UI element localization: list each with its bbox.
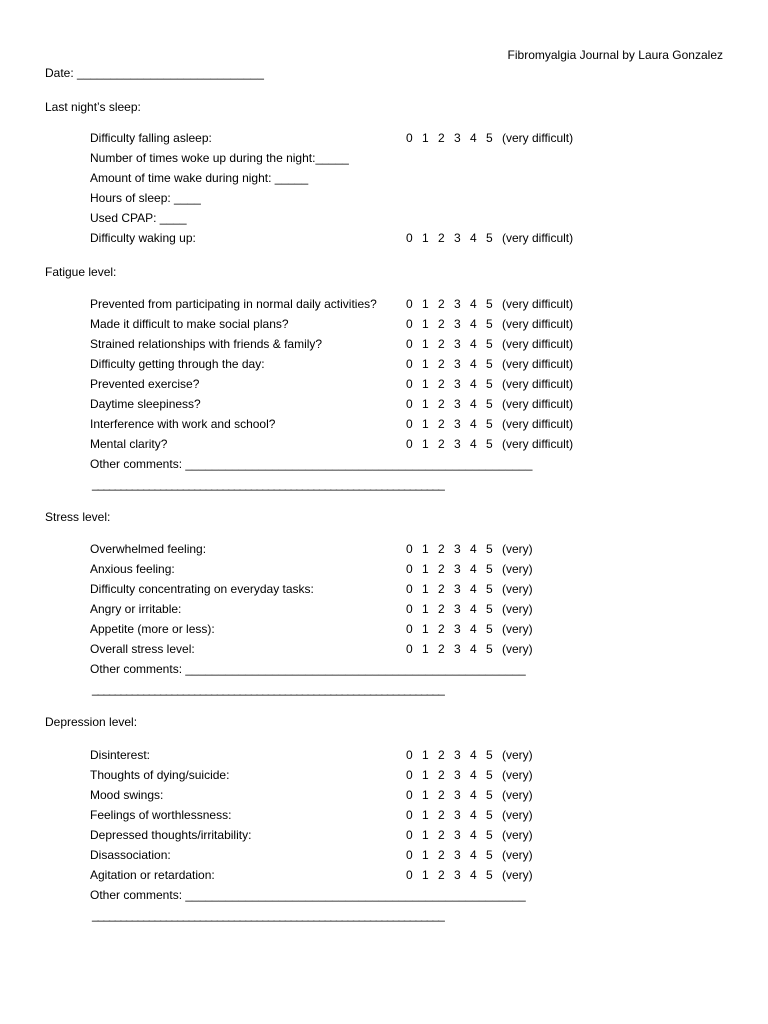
question-label: Thoughts of dying/suicide: [90, 768, 230, 782]
fatigue-comments-label: Other comments: ____________________________________________________ [90, 457, 533, 471]
rating-option[interactable]: 0 [406, 542, 413, 556]
rating-option[interactable]: 3 [454, 808, 461, 822]
rating-option[interactable]: 4 [470, 542, 477, 556]
rating-option[interactable]: 2 [438, 562, 445, 576]
rating-option[interactable]: 3 [454, 377, 461, 391]
rating-option[interactable]: 1 [422, 317, 429, 331]
depression-question-row [90, 748, 590, 766]
rating-option[interactable]: 3 [454, 868, 461, 882]
question-label: Difficulty falling asleep: [90, 131, 212, 145]
rating-option[interactable]: 4 [470, 748, 477, 762]
question-label: Appetite (more or less): [90, 622, 215, 636]
rating-option[interactable]: 4 [470, 582, 477, 596]
rating-option[interactable]: 4 [470, 397, 477, 411]
rating-option[interactable]: 5 [486, 808, 493, 822]
rating-option[interactable]: 0 [406, 622, 413, 636]
question-label: Depressed thoughts/irritability: [90, 828, 252, 842]
rating-option[interactable]: 5 [486, 417, 493, 431]
depression-comments-line[interactable]: ______________________________________________________________ [92, 908, 444, 922]
question-label: Interference with work and school? [90, 417, 276, 431]
rating-option[interactable]: 2 [438, 337, 445, 351]
rating-option[interactable]: 1 [422, 337, 429, 351]
question-label: Mental clarity? [90, 437, 168, 451]
rating-option[interactable]: 1 [422, 231, 429, 245]
rating-scale [406, 131, 573, 145]
fatigue-comments-field[interactable] [90, 457, 590, 475]
rating-scale-suffix: (very difficult) [502, 131, 574, 145]
rating-option[interactable]: 4 [470, 562, 477, 576]
sleep-question-row [90, 171, 590, 189]
rating-option[interactable]: 3 [454, 337, 461, 351]
rating-option[interactable]: 1 [422, 748, 429, 762]
rating-option[interactable]: 2 [438, 297, 445, 311]
rating-option[interactable]: 1 [422, 602, 429, 616]
rating-option[interactable]: 3 [454, 317, 461, 331]
rating-option[interactable]: 5 [486, 131, 493, 145]
rating-option[interactable]: 2 [438, 397, 445, 411]
rating-option[interactable]: 4 [470, 437, 477, 451]
rating-option[interactable]: 3 [454, 417, 461, 431]
rating-option[interactable]: 1 [422, 562, 429, 576]
rating-option[interactable]: 4 [470, 317, 477, 331]
stress-question-row [90, 562, 590, 580]
rating-option[interactable]: 5 [486, 357, 493, 371]
rating-scale-suffix: (very difficult) [502, 417, 574, 431]
rating-scale [406, 562, 533, 576]
fatigue-question-row [90, 377, 590, 395]
rating-scale-suffix: (very) [502, 622, 533, 636]
rating-option[interactable]: 2 [438, 357, 445, 371]
question-label: Difficulty concentrating on everyday tasks: [90, 582, 314, 596]
rating-option[interactable]: 4 [470, 377, 477, 391]
rating-option[interactable]: 1 [422, 542, 429, 556]
rating-option[interactable]: 5 [486, 297, 493, 311]
rating-option[interactable]: 1 [422, 397, 429, 411]
rating-scale [406, 808, 533, 822]
rating-option[interactable]: 0 [406, 417, 413, 431]
rating-option[interactable]: 3 [454, 437, 461, 451]
rating-option[interactable]: 3 [454, 542, 461, 556]
rating-option[interactable]: 1 [422, 437, 429, 451]
rating-scale [406, 437, 573, 451]
rating-scale-suffix: (very) [502, 562, 533, 576]
rating-option[interactable]: 3 [454, 768, 461, 782]
question-label: Strained relationships with friends & family? [90, 337, 323, 351]
rating-option[interactable]: 2 [438, 788, 445, 802]
rating-option[interactable]: 3 [454, 602, 461, 616]
question-label: Overall stress level: [90, 642, 195, 656]
rating-option[interactable]: 2 [438, 317, 445, 331]
rating-option[interactable]: 5 [486, 602, 493, 616]
rating-scale [406, 642, 533, 656]
rating-option[interactable]: 3 [454, 357, 461, 371]
rating-option[interactable]: 1 [422, 582, 429, 596]
rating-option[interactable]: 0 [406, 337, 413, 351]
rating-scale-suffix: (very) [502, 642, 533, 656]
rating-option[interactable]: 5 [486, 848, 493, 862]
sleep-question-row [90, 211, 590, 229]
rating-option[interactable]: 4 [470, 808, 477, 822]
rating-scale [406, 582, 533, 596]
depression-question-row [90, 828, 590, 846]
rating-option[interactable]: 5 [486, 868, 493, 882]
rating-option[interactable]: 5 [486, 788, 493, 802]
question-label: Feelings of worthlessness: [90, 808, 232, 822]
question-label: Overwhelmed feeling: [90, 542, 207, 556]
rating-option[interactable]: 2 [438, 582, 445, 596]
question-label: Made it difficult to make social plans? [90, 317, 289, 331]
rating-option[interactable]: 3 [454, 397, 461, 411]
rating-option[interactable]: 3 [454, 131, 461, 145]
rating-option[interactable]: 1 [422, 868, 429, 882]
rating-option[interactable]: 2 [438, 642, 445, 656]
question-label: Angry or irritable: [90, 602, 182, 616]
rating-option[interactable]: 0 [406, 788, 413, 802]
fatigue-question-row [90, 297, 590, 315]
depression-comments-label: Other comments: ___________________________________________________ [90, 888, 526, 902]
rating-scale-suffix: (very) [502, 828, 533, 842]
depression-comments-field[interactable] [90, 888, 590, 906]
fatigue-question-row [90, 417, 590, 435]
rating-option[interactable]: 0 [406, 562, 413, 576]
rating-option[interactable]: 0 [406, 868, 413, 882]
rating-option[interactable]: 2 [438, 377, 445, 391]
rating-scale-suffix: (very) [502, 808, 533, 822]
rating-scale [406, 542, 533, 556]
rating-option[interactable]: 2 [438, 131, 445, 145]
rating-option[interactable]: 0 [406, 808, 413, 822]
rating-option[interactable]: 5 [486, 562, 493, 576]
stress-heading: Stress level: [45, 510, 111, 524]
rating-scale-suffix: (very difficult) [502, 317, 574, 331]
sleep-question-row [90, 131, 590, 149]
rating-scale-suffix: (very) [502, 768, 533, 782]
question-label: Number of times woke up during the night:_____ [90, 151, 349, 165]
question-label: Daytime sleepiness? [90, 397, 201, 411]
rating-option[interactable]: 4 [470, 848, 477, 862]
rating-scale [406, 828, 533, 842]
rating-option[interactable]: 4 [470, 231, 477, 245]
rating-option[interactable]: 2 [438, 542, 445, 556]
rating-option[interactable]: 1 [422, 622, 429, 636]
stress-question-row [90, 642, 590, 660]
rating-option[interactable]: 1 [422, 357, 429, 371]
rating-scale-suffix: (very) [502, 582, 533, 596]
rating-scale [406, 397, 573, 411]
question-label: Used CPAP: ____ [90, 211, 187, 225]
question-label: Difficulty waking up: [90, 231, 196, 245]
stress-question-row [90, 602, 590, 620]
rating-option[interactable]: 0 [406, 397, 413, 411]
rating-option[interactable]: 5 [486, 377, 493, 391]
question-label: Disinterest: [90, 748, 151, 762]
sleep-question-row [90, 231, 590, 249]
rating-scale [406, 417, 573, 431]
rating-option[interactable]: 3 [454, 622, 461, 636]
rating-option[interactable]: 0 [406, 317, 413, 331]
rating-option[interactable]: 3 [454, 788, 461, 802]
rating-option[interactable]: 4 [470, 131, 477, 145]
rating-option[interactable]: 2 [438, 622, 445, 636]
rating-option[interactable]: 2 [438, 437, 445, 451]
rating-scale [406, 868, 533, 882]
fatigue-comments-line[interactable]: ______________________________________________________________ [92, 477, 444, 491]
fatigue-question-row [90, 337, 590, 355]
rating-option[interactable]: 0 [406, 582, 413, 596]
rating-scale [406, 768, 533, 782]
rating-scale [406, 748, 533, 762]
rating-scale [406, 848, 533, 862]
rating-option[interactable]: 0 [406, 131, 413, 145]
question-label: Anxious feeling: [90, 562, 175, 576]
stress-question-row [90, 542, 590, 560]
rating-option[interactable]: 3 [454, 582, 461, 596]
fatigue-heading: Fatigue level: [45, 265, 117, 279]
rating-option[interactable]: 2 [438, 602, 445, 616]
rating-option[interactable]: 2 [438, 808, 445, 822]
rating-option[interactable]: 5 [486, 748, 493, 762]
rating-option[interactable]: 4 [470, 337, 477, 351]
question-label: Mood swings: [90, 788, 164, 802]
rating-option[interactable]: 1 [422, 788, 429, 802]
question-label: Amount of time wake during night: _____ [90, 171, 309, 185]
rating-scale [406, 622, 533, 636]
stress-question-row [90, 582, 590, 600]
rating-option[interactable]: 1 [422, 808, 429, 822]
rating-scale-suffix: (very difficult) [502, 397, 574, 411]
sleep-question-row [90, 191, 590, 209]
stress-comments-line[interactable]: ______________________________________________________________ [92, 682, 444, 696]
question-label: Difficulty getting through the day: [90, 357, 265, 371]
rating-scale [406, 231, 573, 245]
rating-option[interactable]: 3 [454, 642, 461, 656]
rating-scale-suffix: (very difficult) [502, 231, 574, 245]
rating-scale [406, 788, 533, 802]
rating-scale-suffix: (very) [502, 848, 533, 862]
rating-option[interactable]: 2 [438, 231, 445, 245]
rating-option[interactable]: 5 [486, 828, 493, 842]
rating-scale [406, 337, 573, 351]
rating-option[interactable]: 2 [438, 828, 445, 842]
rating-option[interactable]: 5 [486, 231, 493, 245]
rating-scale-suffix: (very difficult) [502, 437, 574, 451]
rating-scale [406, 602, 533, 616]
rating-option[interactable]: 5 [486, 622, 493, 636]
question-label: Hours of sleep: ____ [90, 191, 201, 205]
rating-option[interactable]: 2 [438, 417, 445, 431]
rating-option[interactable]: 1 [422, 377, 429, 391]
rating-option[interactable]: 5 [486, 642, 493, 656]
rating-scale [406, 297, 573, 311]
rating-scale-suffix: (very) [502, 788, 533, 802]
rating-option[interactable]: 4 [470, 768, 477, 782]
rating-scale-suffix: (very difficult) [502, 357, 574, 371]
question-label: Prevented exercise? [90, 377, 200, 391]
rating-scale-suffix: (very difficult) [502, 297, 574, 311]
depression-question-row [90, 768, 590, 786]
question-label: Prevented from participating in normal daily activities? [90, 297, 377, 311]
rating-scale-suffix: (very difficult) [502, 377, 574, 391]
rating-option[interactable]: 2 [438, 768, 445, 782]
rating-option[interactable]: 3 [454, 848, 461, 862]
rating-option[interactable]: 1 [422, 417, 429, 431]
rating-option[interactable]: 5 [486, 337, 493, 351]
rating-option[interactable]: 3 [454, 297, 461, 311]
depression-heading: Depression level: [45, 715, 138, 729]
rating-option[interactable]: 4 [470, 622, 477, 636]
rating-option[interactable]: 1 [422, 297, 429, 311]
rating-option[interactable]: 3 [454, 748, 461, 762]
rating-option[interactable]: 1 [422, 828, 429, 842]
rating-option[interactable]: 2 [438, 868, 445, 882]
rating-option[interactable]: 0 [406, 848, 413, 862]
sleep-question-row [90, 151, 590, 169]
rating-option[interactable]: 2 [438, 848, 445, 862]
rating-scale-suffix: (very) [502, 868, 533, 882]
rating-option[interactable]: 1 [422, 642, 429, 656]
rating-option[interactable]: 5 [486, 582, 493, 596]
rating-option[interactable]: 0 [406, 297, 413, 311]
depression-question-row [90, 848, 590, 866]
rating-option[interactable]: 0 [406, 377, 413, 391]
rating-option[interactable]: 3 [454, 231, 461, 245]
rating-option[interactable]: 4 [470, 297, 477, 311]
rating-scale [406, 357, 573, 371]
rating-option[interactable]: 4 [470, 602, 477, 616]
rating-option[interactable]: 5 [486, 768, 493, 782]
rating-option[interactable]: 4 [470, 642, 477, 656]
rating-scale-suffix: (very difficult) [502, 337, 574, 351]
rating-option[interactable]: 0 [406, 602, 413, 616]
stress-comments-field[interactable] [90, 662, 590, 680]
depression-question-row [90, 808, 590, 826]
depression-question-row [90, 788, 590, 806]
question-label: Disassociation: [90, 848, 171, 862]
rating-option[interactable]: 0 [406, 642, 413, 656]
rating-option[interactable]: 4 [470, 788, 477, 802]
fatigue-question-row [90, 437, 590, 455]
fatigue-question-row [90, 317, 590, 335]
rating-option[interactable]: 5 [486, 542, 493, 556]
rating-option[interactable]: 4 [470, 868, 477, 882]
rating-scale [406, 377, 573, 391]
rating-option[interactable]: 2 [438, 748, 445, 762]
rating-option[interactable]: 4 [470, 417, 477, 431]
rating-scale-suffix: (very) [502, 748, 533, 762]
rating-option[interactable]: 1 [422, 768, 429, 782]
rating-option[interactable]: 0 [406, 231, 413, 245]
depression-question-row [90, 868, 590, 886]
journal-title: Fibromyalgia Journal by Laura Gonzalez [507, 48, 723, 62]
rating-option[interactable]: 5 [486, 397, 493, 411]
rating-option[interactable]: 0 [406, 828, 413, 842]
stress-comments-label: Other comments: ___________________________________________________ [90, 662, 526, 676]
rating-scale-suffix: (very) [502, 602, 533, 616]
rating-option[interactable]: 5 [486, 437, 493, 451]
stress-question-row [90, 622, 590, 640]
rating-option[interactable]: 1 [422, 131, 429, 145]
fatigue-question-row [90, 357, 590, 375]
rating-scale-suffix: (very) [502, 542, 533, 556]
rating-option[interactable]: 1 [422, 848, 429, 862]
fatigue-question-row [90, 397, 590, 415]
sleep-heading: Last night’s sleep: [45, 100, 141, 114]
rating-option[interactable]: 0 [406, 437, 413, 451]
rating-scale [406, 317, 573, 331]
date-field[interactable]: Date: ____________________________ [45, 66, 264, 80]
rating-option[interactable]: 4 [470, 828, 477, 842]
rating-option[interactable]: 4 [470, 357, 477, 371]
rating-option[interactable]: 3 [454, 828, 461, 842]
rating-option[interactable]: 0 [406, 768, 413, 782]
question-label: Agitation or retardation: [90, 868, 215, 882]
rating-option[interactable]: 5 [486, 317, 493, 331]
rating-option[interactable]: 0 [406, 357, 413, 371]
rating-option[interactable]: 0 [406, 748, 413, 762]
rating-option[interactable]: 3 [454, 562, 461, 576]
